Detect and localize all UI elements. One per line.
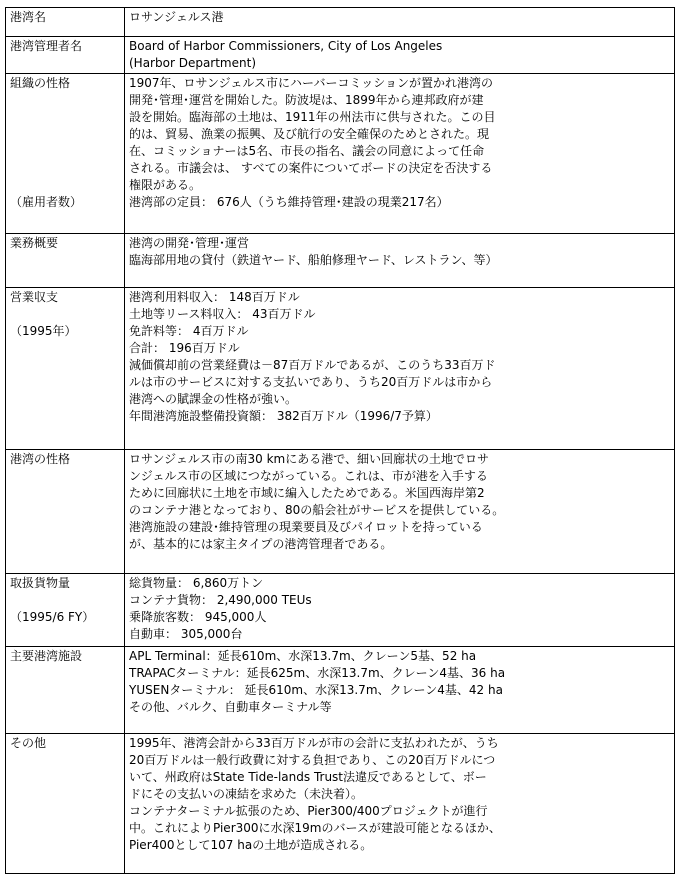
row-port-authority [6, 37, 675, 74]
label-cell [6, 74, 125, 234]
value-cell [125, 234, 675, 288]
label-line: 取扱貨物量 [10, 576, 71, 590]
value-line: される。市議会は、 すべての案件についてボードの決定を否決する [129, 161, 493, 175]
value-line: 開発･管理･運営を開始した。防波堤は、1899年から連邦政府が建 [129, 93, 484, 107]
label-cell [6, 37, 125, 74]
value-line: 1907年、ロサンジェルス市にハーバーコミッションが置かれ港湾の [129, 76, 493, 90]
value-line: 20百万ドルは一般行政費に対する負担であり、この20百万ドルにつ [129, 753, 496, 767]
row-business-overview [6, 234, 675, 288]
value-cell [125, 450, 675, 574]
value-line: 権限がある。 [129, 178, 202, 192]
value-line: 年間港湾施設整備投資額： 382百万ドル（1996/7予算） [129, 409, 438, 423]
value-line: Pier400として107 haの土地が造成される。 [129, 838, 373, 852]
value-line: ンジェルス市の区域につながっている。これは、市が港を入手する [129, 469, 488, 483]
value-line: のコンテナ港となっており、80の船会社がサービスを提供している。 [129, 503, 505, 517]
value-line: 合計： 196百万ドル [129, 341, 240, 355]
label-line: 主要港湾施設 [10, 649, 83, 663]
label-cell [6, 234, 125, 288]
label-cell [6, 647, 125, 734]
value-cell [125, 288, 675, 450]
value-line: (Harbor Department) [129, 56, 256, 70]
label-line: （1995年） [10, 324, 77, 338]
label-line: 港湾管理者名 [10, 39, 83, 53]
value-line: その他、バルク、自動車ターミナル等 [129, 700, 332, 714]
label-line: （雇用者数） [10, 195, 83, 209]
value-line: 港湾部の定員： 676人（うち維持管理･建設の現業217名） [129, 195, 449, 209]
label-cell [6, 574, 125, 647]
label-cell [6, 734, 125, 874]
value-line: ルは市のサービスに対する支払いであり、うち20百万ドルは市から [129, 375, 493, 389]
value-cell [125, 74, 675, 234]
label-line: その他 [10, 736, 47, 750]
row-major-facilities [6, 647, 675, 734]
value-line: 1995年、港湾会計から33百万ドルが市の会計に支払われたが、うち [129, 736, 499, 750]
label-line: （1995/6 FY） [10, 610, 95, 624]
value-cell [125, 8, 675, 37]
row-other [6, 734, 675, 874]
row-port-name [6, 8, 675, 37]
value-line: APL Terminal：延長610m、水深13.7m、クレーン5基、52 ha [129, 649, 477, 663]
value-line: 自動車： 305,000台 [129, 627, 243, 641]
value-line: 在、コミッショナーは5名、市長の指名、議会の同意によって任命 [129, 144, 485, 158]
value-line: 土地等リース料収入： 43百万ドル [129, 307, 316, 321]
value-line: いて、州政府はState Tide-lands Trust法違反であるとして、ボー [129, 770, 487, 784]
value-line: 設を開始。臨海部の土地は、1911年の州法市に供与された。この目 [129, 110, 496, 124]
value-line: 総貨物量： 6,860万トン [129, 576, 264, 590]
value-cell [125, 37, 675, 74]
value-line: 中。これによりPier300に水深19mのバースが建設可能となるほか、 [129, 821, 501, 835]
value-line: が、基本的には家主タイプの港湾管理者である。 [129, 537, 393, 551]
value-line: YUSENターミナル： 延長610m、水深13.7m、クレーン4基、42 ha [129, 683, 503, 697]
value-line: 乗降旅客数： 945,000人 [129, 610, 267, 624]
row-operating-balance [6, 288, 675, 450]
value-line: 港湾の開発･管理･運営 [129, 236, 250, 250]
value-line: ロサンジェルス市の南30 kmにある港で、細い回廊状の土地でロサ [129, 452, 489, 466]
label-line: 業務概要 [10, 236, 59, 250]
value-cell [125, 647, 675, 734]
label-cell [6, 450, 125, 574]
label-line: 港湾名 [10, 10, 47, 24]
value-line: 免許料等： 4百万ドル [129, 324, 249, 338]
value-line: ために回廊状に土地を市域に編入したためである。米国西海岸第2 [129, 486, 485, 500]
label-cell [6, 8, 125, 37]
value-cell [125, 734, 675, 874]
value-line: Board of Harbor Commissioners, City of Los Angeles [129, 39, 443, 53]
row-organization [6, 74, 675, 234]
value-line: 的は、貿易、漁業の振興、及び航行の安全確保のためとされた。現 [129, 127, 490, 141]
value-line: 港湾施設の建設･維持管理の現業要員及びパイロットを持っている [129, 520, 483, 534]
value-line: コンテナ貨物： 2,490,000 TEUs [129, 593, 312, 607]
label-line: 営業収支 [10, 290, 59, 304]
value-line: ロサンジェルス港 [129, 10, 224, 24]
value-line: ドにその支払いの凍結を求めた（未決着）。 [129, 787, 364, 801]
label-line: 組織の性格 [10, 76, 71, 90]
value-line: コンテナターミナル拡張のため、Pier300/400プロジェクトが進行 [129, 804, 488, 818]
port-info-table [5, 7, 675, 874]
value-line: 港湾利用料収入： 148百万ドル [129, 290, 300, 304]
value-line: TRAPACターミナル：延長625m、水深13.7m、クレーン4基、36 ha [129, 666, 506, 680]
label-cell [6, 288, 125, 450]
value-line: 臨海部用地の貸付（鉄道ヤード、船舶修理ヤード、レストラン、等） [129, 253, 498, 267]
value-cell [125, 574, 675, 647]
row-port-character [6, 450, 675, 574]
value-line: 港湾への賦課金の性格が強い。 [129, 392, 298, 406]
row-cargo-volume [6, 574, 675, 647]
label-line: 港湾の性格 [10, 452, 71, 466]
value-line: 減価償却前の営業経費は－87百万ドルであるが、このうち33百万ド [129, 358, 496, 372]
